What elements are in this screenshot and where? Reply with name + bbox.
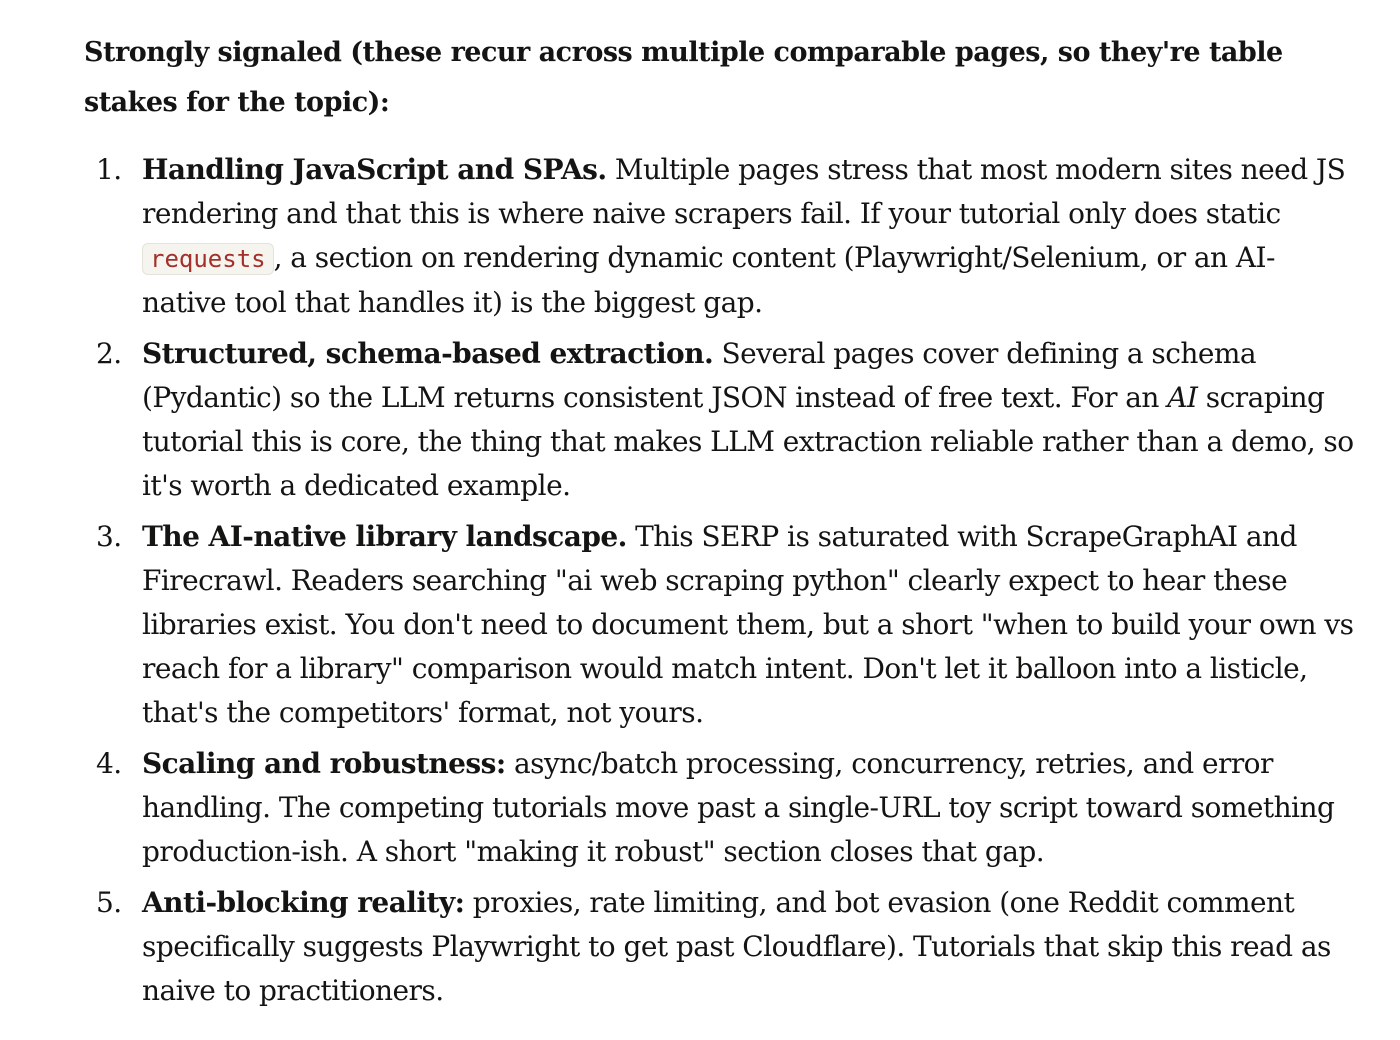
item-text: Multiple pages stress that most modern sites need JS rendering and that this is where naive scrapers fail. If your tutorial only does static <box>142 153 1346 230</box>
list-item <box>84 148 1354 325</box>
list-number: 5. <box>96 886 122 919</box>
item-lead: Structured, schema-based extraction. <box>142 337 714 370</box>
message-content <box>84 28 1354 1020</box>
intro-paragraph: Strongly signaled (these recur across multiple comparable pages, so they're table stakes for the topic): <box>84 37 1283 118</box>
list-number: 1. <box>96 153 122 186</box>
list-number: 4. <box>96 747 122 780</box>
list-item <box>84 515 1354 735</box>
findings-list <box>84 148 1354 1013</box>
list-item <box>84 332 1354 508</box>
item-lead: The AI-native library landscape. <box>142 520 627 553</box>
item-lead: Handling JavaScript and SPAs. <box>142 153 607 186</box>
list-number: 3. <box>96 520 122 553</box>
list-item <box>84 742 1354 874</box>
item-text: async/batch processing, concurrency, retries, and error handling. The competing tutorials move past a single-URL toy script toward something production-ish. A short "making it robust" section closes that gap. <box>142 747 1335 868</box>
item-text: , a section on rendering dynamic content (Playwright/Selenium, or an AI-native tool that handles it) is the biggest gap. <box>142 241 1275 319</box>
item-text: This SERP is saturated with ScrapeGraphAI and Firecrawl. Readers searching "ai web scraping python" clearly expect to hear these libraries exist. You don't need to document them, but a short "when to build your own vs reach for a library" comparison would match intent. Don't let it balloon into a listicle, that's the competitors' format, not yours. <box>142 520 1354 729</box>
item-text: Several pages cover defining a schema (Pydantic) so the LLM returns consistent JSON instead of free text. For an <box>142 337 1257 414</box>
item-text: scraping tutorial this is core, the thing that makes LLM extraction reliable rather than a demo, so it's worth a dedicated example. <box>142 381 1354 502</box>
list-item <box>84 881 1354 1013</box>
item-lead: Anti-blocking reality: <box>142 886 465 919</box>
item-text: proxies, rate limiting, and bot evasion (one Reddit comment specifically suggests Playwright to get past Cloudflare). Tutorials that skip this read as naive to practitioners. <box>142 886 1331 1007</box>
item-lead: Scaling and robustness: <box>142 747 506 780</box>
item-emphasis: AI <box>1167 381 1198 414</box>
list-number: 2. <box>96 337 122 370</box>
inline-code: requests <box>142 243 274 275</box>
